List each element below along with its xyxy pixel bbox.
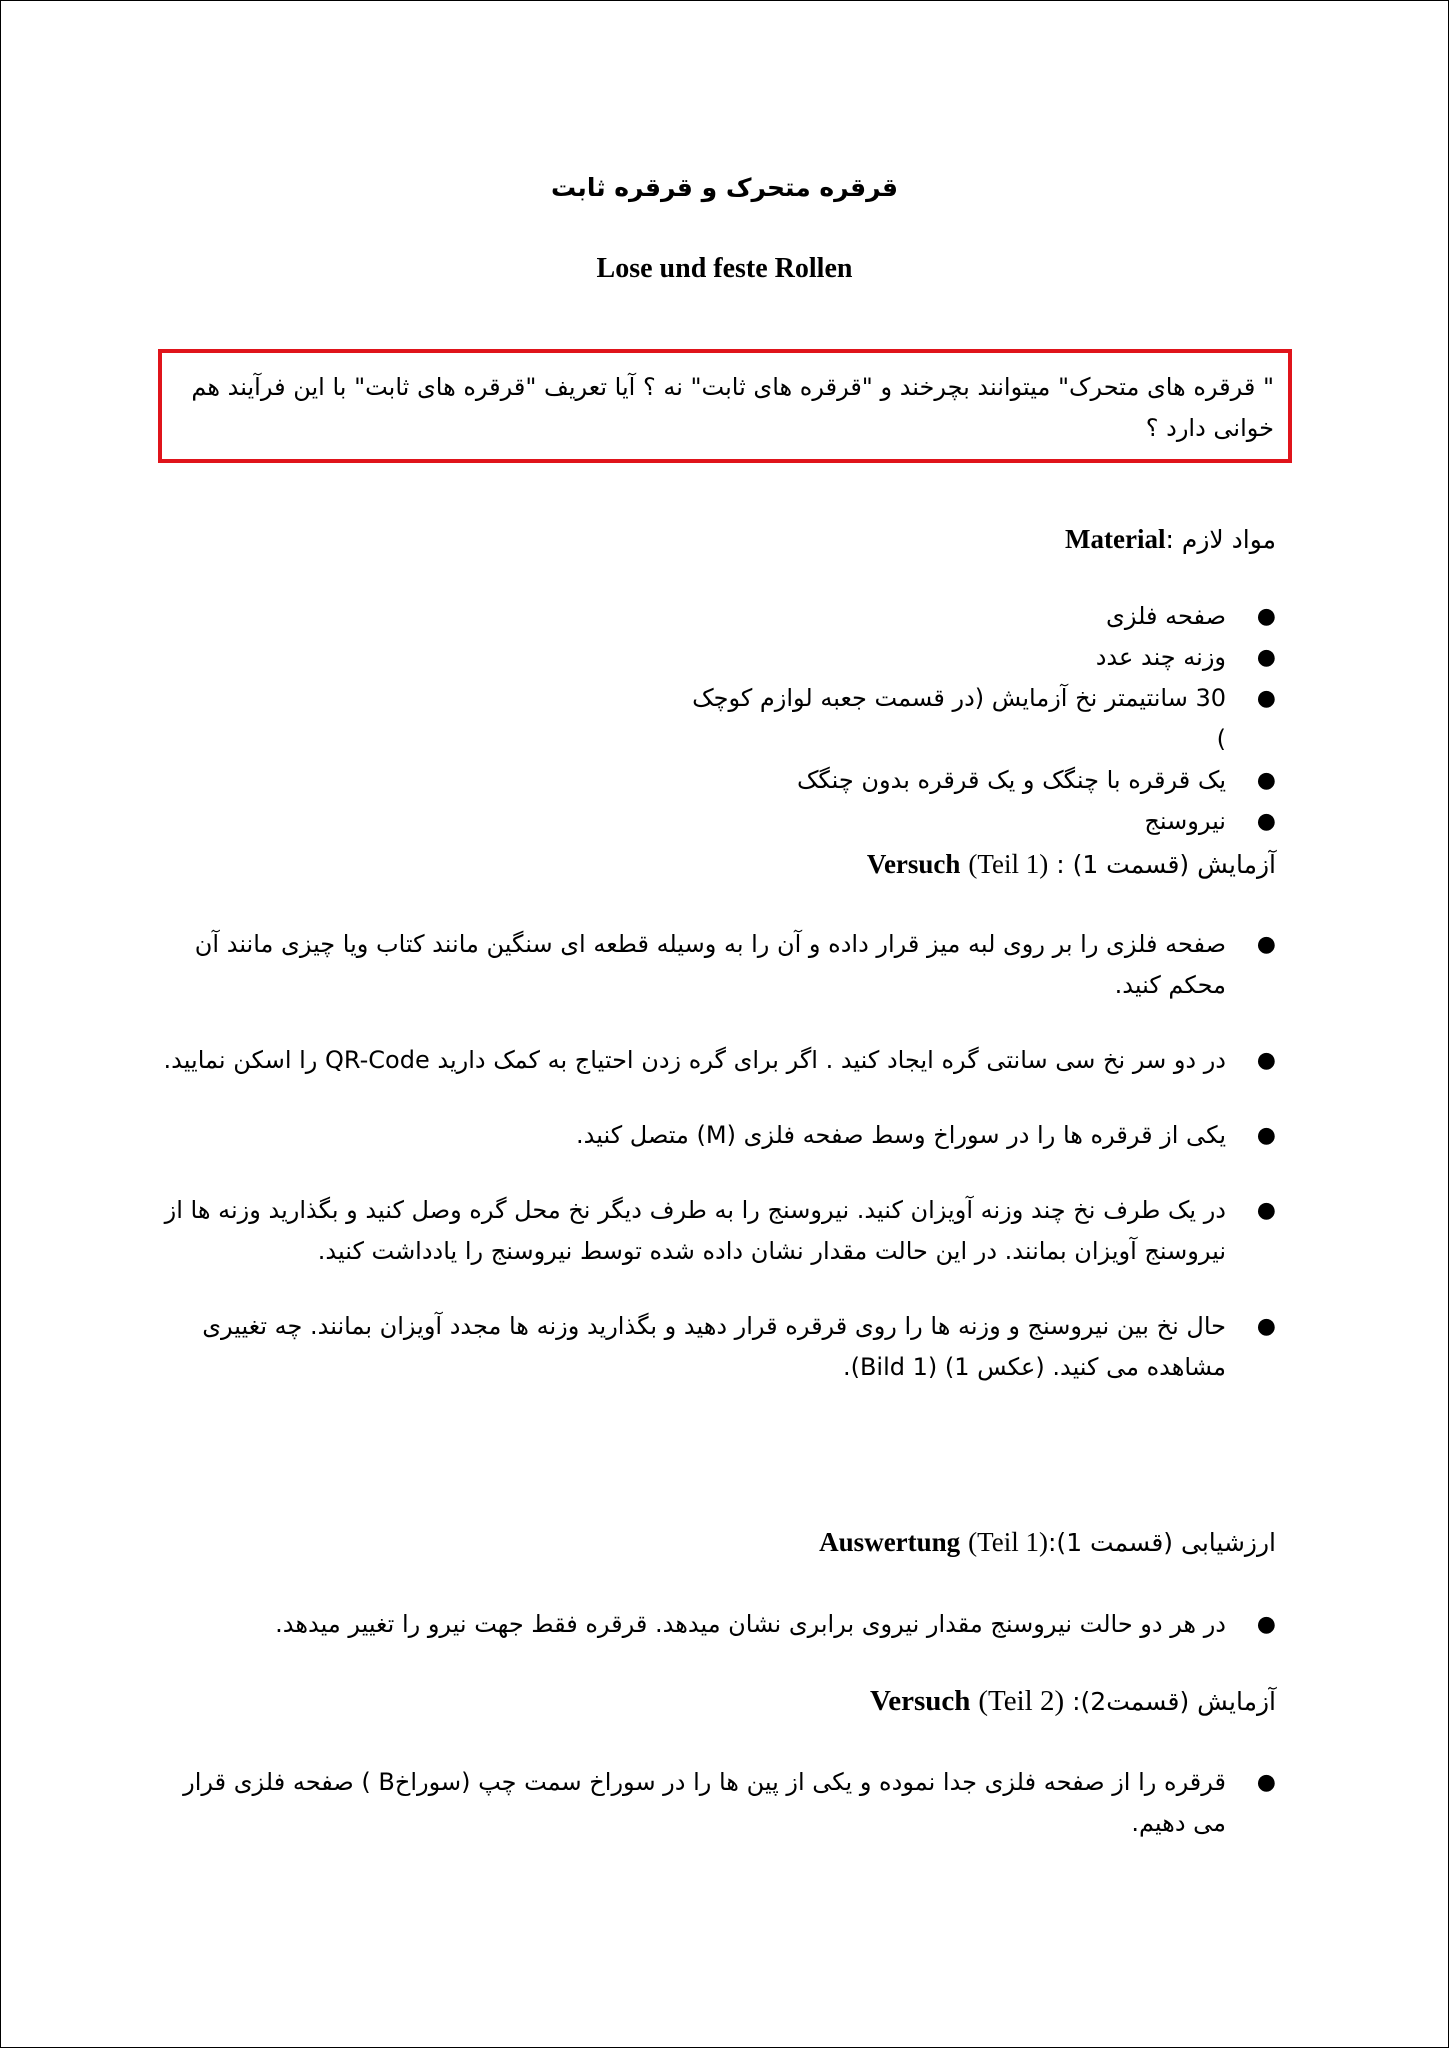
evaluation1-heading-de: Auswertung <box>819 1527 961 1557</box>
list-item: ● صفحه فلزی را بر روی لبه میز قرار داده و آن را به وسیله قطعه ای سنگین مانند کتاب ویا چیزی مانند آن محکم کنید. <box>153 924 1276 1006</box>
bullet-icon: ● <box>1256 1198 1276 1223</box>
materials-heading <box>1065 524 1276 555</box>
bullet-icon: ● <box>1256 1048 1276 1073</box>
experiment1-heading-fa: آزمایش (قسمت 1) : <box>1056 850 1276 879</box>
experiment1-heading <box>867 849 1276 880</box>
bullet-icon: ● <box>1256 809 1276 834</box>
highlighted-question <box>158 349 1292 463</box>
list-item: ● در هر دو حالت نیروسنج مقدار نیروی برابری نشان میدهد. قرقره فقط جهت نیرو را تغییر میدهد. <box>153 1604 1276 1645</box>
bullet-icon: ● <box>1256 645 1276 670</box>
experiment2-heading <box>870 1685 1276 1718</box>
list-item: ● در دو سر نخ سی سانتی گره ایجاد کنید . اگر برای گره زدن احتیاج به کمک دارید QR-Code را اسکن نمایید. <box>153 1040 1276 1081</box>
experiment1-steps <box>153 924 1276 1388</box>
list-item: ● 30 سانتیمتر نخ آزمایش (در قسمت جعبه لوازم کوچک ) <box>676 678 1276 760</box>
evaluation1-heading-paren: (Teil 1) <box>968 1527 1048 1557</box>
list-item: ● قرقره را از صفحه فلزی جدا نموده و یکی از پین ها را در سوراخ سمت چپ (سوراخB ) صفحه فلزی قرار می دهیم. <box>153 1762 1276 1844</box>
list-item: ● وزنه چند عدد <box>676 637 1276 678</box>
list-item: ● نیروسنج <box>676 801 1276 842</box>
list-item: ● یکی از قرقره ها را در سوراخ وسط صفحه فلزی (M) متصل کنید. <box>153 1115 1276 1156</box>
bullet-icon: ● <box>1256 1612 1276 1637</box>
experiment1-heading-paren: (Teil 1) <box>968 849 1049 879</box>
question-text: " قرقره های متحرک" میتوانند بچرخند و "قرقره های ثابت" نه ؟ آیا تعریف "قرقره های ثابت" با این فرآیند هم خوانی دارد ؟ <box>191 373 1274 442</box>
list-item: ● در یک طرف نخ چند وزنه آویزان کنید. نیروسنج را به طرف دیگر نخ محل گره وصل کنید و بگذارید وزنه ها از نیروسنج آویزان بمانند. در این حالت مقدار نشان داده شده توسط نیروسنج را یادداشت کنید. <box>153 1190 1276 1272</box>
experiment2-heading-de: Versuch <box>869 1685 971 1717</box>
experiment2-heading-fa: آزمایش (قسمت2): <box>1072 1687 1276 1716</box>
list-item: ● حال نخ بین نیروسنج و وزنه ها را روی قرقره قرار دهید و بگذارید وزنه ها مجدد آویزان بمانند. چه تغییری مشاهده می کنید. (عکس 1) (Bild 1). <box>153 1306 1276 1388</box>
evaluation1-list <box>153 1604 1276 1645</box>
page-title-persian: قرقره متحرک و قرقره ثابت <box>550 173 899 202</box>
bullet-icon: ● <box>1256 1770 1276 1795</box>
bullet-icon: ● <box>1256 1123 1276 1148</box>
list-item: ● صفحه فلزی <box>676 596 1276 637</box>
evaluation1-heading-fa: ارزشیابی (قسمت 1): <box>1048 1528 1276 1557</box>
list-item: ● یک قرقره با چنگک و یک قرقره بدون چنگک <box>676 760 1276 801</box>
experiment2-steps <box>153 1762 1276 1844</box>
materials-list <box>676 596 1276 842</box>
bullet-icon: ● <box>1256 932 1276 957</box>
materials-heading-fa: مواد لازم : <box>1165 525 1276 554</box>
page-title-german: Lose und feste Rollen <box>596 253 853 284</box>
evaluation1-heading <box>819 1527 1276 1558</box>
bullet-icon: ● <box>1256 686 1276 711</box>
materials-heading-de: Material <box>1065 524 1166 554</box>
bullet-icon: ● <box>1256 768 1276 793</box>
bullet-icon: ● <box>1256 1314 1276 1339</box>
experiment1-heading-de: Versuch <box>866 849 961 879</box>
experiment2-heading-paren: (Teil 2) <box>978 1685 1065 1717</box>
bullet-icon: ● <box>1256 604 1276 629</box>
